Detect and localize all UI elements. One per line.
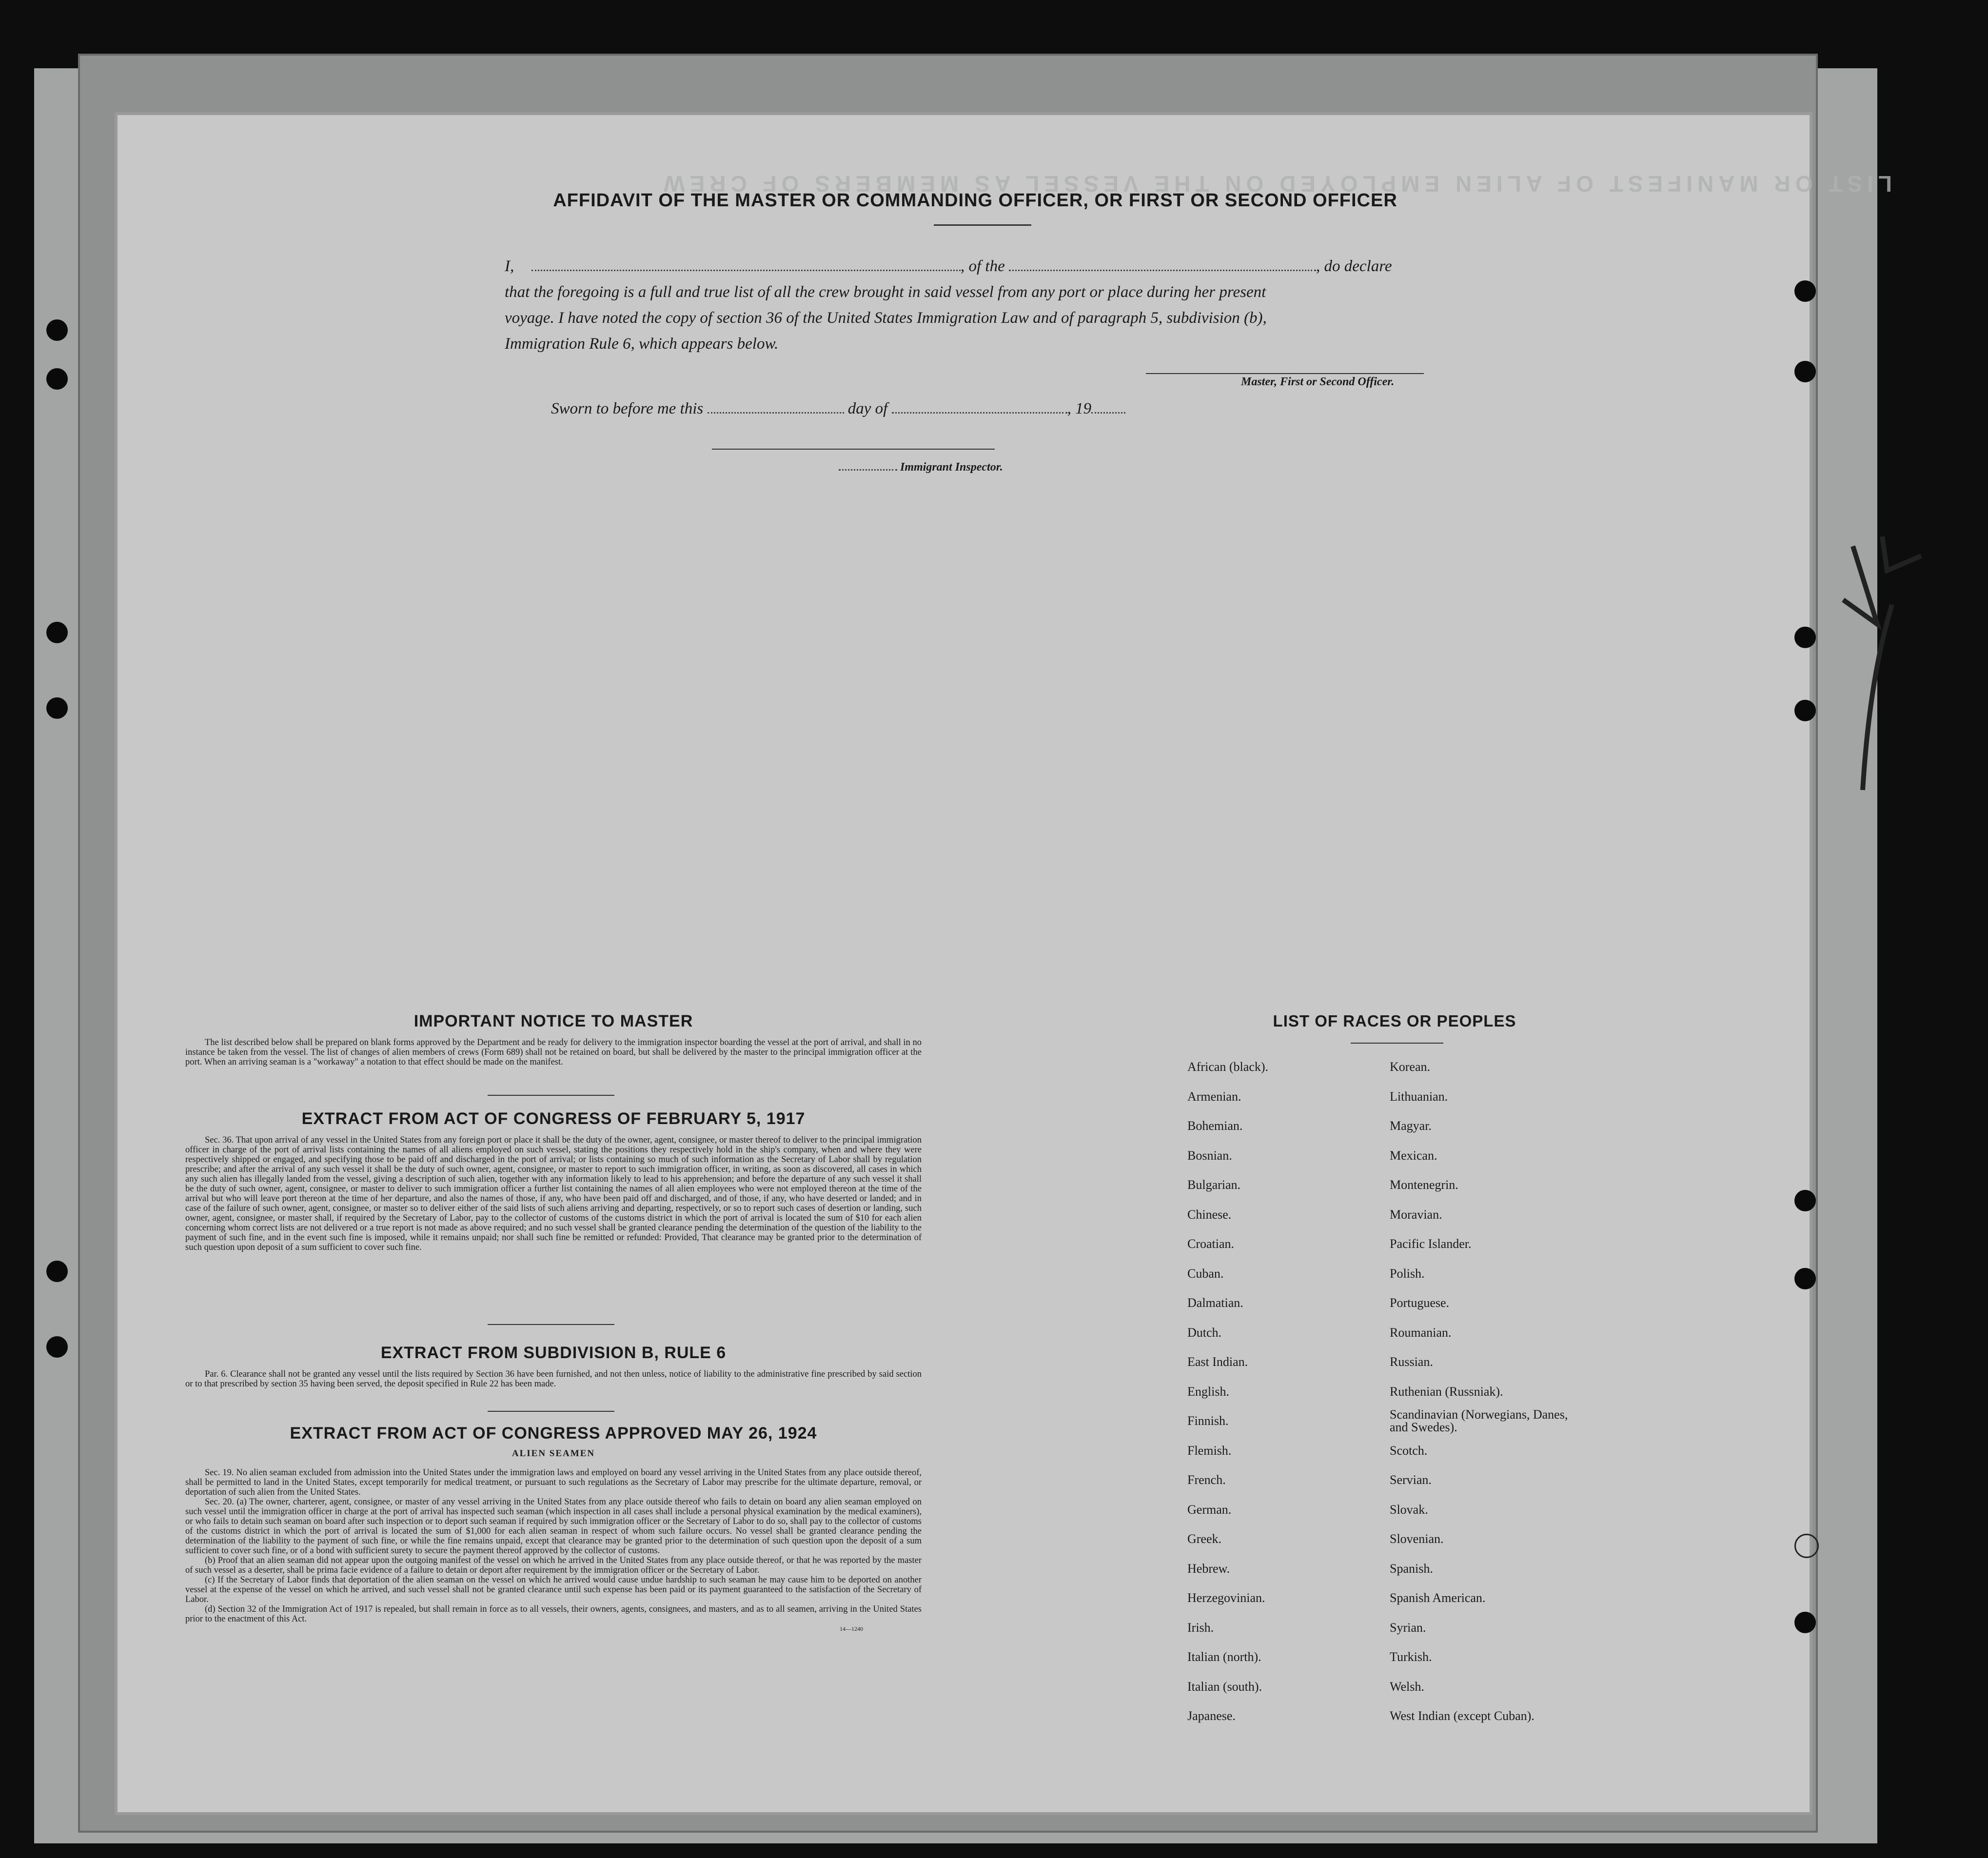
race-item: Scotch. [1390,1443,1428,1458]
name-blank[interactable] [531,269,961,271]
race-item: African (black). [1187,1060,1269,1074]
race-item: Slovenian. [1390,1532,1444,1546]
race-item: Portuguese. [1390,1296,1450,1310]
race-item: Japanese. [1187,1709,1236,1723]
race-item: Roumanian. [1390,1325,1452,1340]
extract-1924-heading: EXTRACT FROM ACT OF CONGRESS APPROVED MAY 26, 1924 [290,1424,817,1443]
extract-1917-heading: EXTRACT FROM ACT OF CONGRESS OF FEBRUARY 5, 1917 [301,1109,806,1128]
affidavit-heading: AFFIDAVIT OF THE MASTER OR COMMANDING OFFICER, OR FIRST OR SECOND OFFICER [553,190,1398,211]
statement-line: voyage. I have noted the copy of section 36 of the United States Immigration Law and of paragraph 5, subdivision (b), [505,309,1267,327]
race-item: Polish. [1390,1266,1425,1281]
race-item: Mexican. [1390,1148,1437,1163]
of-the-label: , of the [961,257,1005,275]
race-item: Italian (south). [1187,1679,1262,1694]
divider [488,1324,614,1325]
race-item: Bulgarian. [1187,1178,1241,1192]
race-item: Syrian. [1390,1620,1426,1635]
races-left-column [1187,1052,1382,1731]
binder-hole [1794,280,1816,302]
race-item: Irish. [1187,1620,1214,1635]
sec-20b-text: (b) Proof that an alien seaman did not appear upon the outgoing manifest of the vessel on which he arrived in the United States from any place outside thereof, or that he was reported by the master of such vessel as a deserter, shall be prima facie evidence of a failure to detain or deport after requirement by the immigration officer or the Secretary of Labor. [185,1556,922,1575]
bleed-through-heading: LIST OR MANIFEST OF ALIEN EMPLOYED ON THE VESSEL AS MEMBERS OF CREW [659,171,1892,197]
inspector-dots [839,469,897,471]
handwritten-mark [1833,527,1931,800]
statement-line: that the foregoing is a full and true list of all the crew brought in said vessel from any port or place during her present [505,283,1266,301]
race-item: Welsh. [1390,1679,1424,1694]
race-item: Slovak. [1390,1502,1428,1517]
races-heading: LIST OF RACES OR PEOPLES [1273,1012,1516,1030]
i-label: I, [505,257,514,275]
race-item: German. [1187,1502,1232,1517]
race-item: Finnish. [1187,1414,1229,1428]
sec-20c-text: (c) If the Secretary of Labor finds that deportation of the alien seaman on the vessel on which he arrived would cause undue hardship to such seaman he may cause him to be deported on another vessel at the expense of the vessel on which he arrived, and such vessel shall not be granted clearance until such expense has been paid or its payment guaranteed to the satisfaction of the Secretary of Labor. [185,1575,922,1604]
binder-hole [46,319,68,341]
sworn-line [551,400,1125,418]
race-item: Italian (north). [1187,1650,1261,1664]
race-item: Croatian. [1187,1237,1235,1251]
binder-hole [1794,700,1816,721]
divider [1351,1043,1443,1044]
race-item: Chinese. [1187,1207,1232,1222]
race-item: Montenegrin. [1390,1178,1458,1192]
race-item: Ruthenian (Russniak). [1390,1384,1503,1399]
divider [488,1095,614,1096]
race-item: Pacific Islander. [1390,1237,1472,1251]
sec-20d-text: (d) Section 32 of the Immigration Act of 1917 is repealed, but shall remain in force as to all vessels, their owners, agents, consignees, and masters, and as to all seamen, arriving in the United States prior to the enactment of this Act. [185,1604,922,1624]
race-item: East Indian. [1187,1355,1248,1369]
binder-hole-empty [1794,1534,1819,1558]
year-label: , 19 [1067,400,1092,417]
do-declare-label: , do declare [1316,257,1392,275]
race-item: Servian. [1390,1473,1432,1487]
race-item: Scandinavian (Norwegians, Danes, and Swedes). [1390,1407,1568,1434]
extract-1917-text: Sec. 36. That upon arrival of any vessel in the United States from any foreign port or place it shall be the duty of the owner, agent, consignee, or master thereof to deliver to the principal immigration officer in charge of the port of arrival lists containing the names of all aliens employed on such vessel, stating the positions they respectively hold in the ship's company, when and where they were respectively shipped or engaged, and specifying those to be paid off and discharged in the port of arrival; or lists containing so much of such information as the Secretary of Labor shall by regulation prescribe; and after the arrival of any such vessel it shall be the duty of such owner, agent, consignee, or master to report to such immigration officer, in writing, as soon as discovered, all cases in which any such alien has illegally landed from the vessel, giving a description of such alien, together with any information likely to lead to his apprehension; and before the departure of any such vessel it shall be the duty of such owner, agent, consignee, or master to deliver to such immigration officer a further list containing the names of all alien employees who were not employed thereon at the time of the arrival but who will leave port thereon at the time of her departure, and also the names of those, if any, who have been paid off and discharged, and of those, if any, who have deserted or landed; and in case of the failure of such owner, agent, consignee, or master so to deliver either of the said lists of such aliens arriving and departing, respectively, or so to report such cases of desertion or landing, such owner, agent, consignee, or master shall, if required by the Secretary of Labor, pay to the collector of customs of the customs district in which the port of arrival is located the sum of $10 for each alien concerning whom correct lists are not delivered or a true report is not made as above required; and no such vessel shall be granted clearance pending the determination of the question of the liability to the payment of such fine, and in the event such fine is imposed, while it remains unpaid; nor shall such fine be remitted or refunded: Provided, That clearance may be granted prior to the determination of such question upon deposit of a sum sufficient to cover such fine. [185,1135,922,1252]
race-item: Dalmatian. [1187,1296,1243,1310]
affidavit-declaration [505,254,1451,357]
alien-seamen-subheading: ALIEN SEAMEN [512,1448,595,1459]
binder-hole [46,622,68,643]
binder-hole [1794,361,1816,382]
race-item: Cuban. [1187,1266,1224,1281]
notice-heading: IMPORTANT NOTICE TO MASTER [413,1012,693,1030]
race-item: Greek. [1187,1532,1222,1546]
sec-20a-text: Sec. 20. (a) The owner, charterer, agent, consignee, or master of any vessel arriving in the United States from any place outside thereof who fails to detain on board any alien seaman employed on such vessel until the immigration officer in charge at the port of arrival has inspected such seaman (which inspection in all cases shall include a personal physical examination by the medical examiners), or who fails to detain such seaman on board after such inspection or to deport such seaman if required by such immigration officer or the Secretary of Labor to do so, shall pay to the collector of customs of the customs district in which the port of arrival is located the sum of $1,000 for each alien seaman in respect of whom such failure occurs. No vessel shall be granted clearance pending the determination of the liability to the payment of such fine, or while the fine remains unpaid, except that clearance may be granted prior to the determination of such question upon the deposit of a sum sufficient to cover such fine, or of a bond with sufficient surety to secure the payment thereof approved by the collector of customs. [185,1497,922,1556]
race-item: French. [1187,1473,1226,1487]
notice-text: The list described below shall be prepared on blank forms approved by the Department and be ready for delivery to the immigration inspector boarding the vessel at the port of arrival, and shall in no instance be taken from the vessel. The list of changes of alien members of crews (Form 689) shall not be retained on board, but shall be delivered by the master to the principal immigration officer at the port. When an arriving seaman is a "workaway" a notation to that effect should be made on the manifest. [185,1038,922,1067]
race-item: Herzegovinian. [1187,1591,1265,1605]
race-item: Flemish. [1187,1443,1232,1458]
binder-hole [46,1336,68,1358]
races-right-column [1390,1052,1624,1731]
binder-hole [46,697,68,719]
declaration-line [505,254,1451,279]
race-item: Magyar. [1390,1119,1432,1133]
binder-hole [1794,1612,1816,1633]
race-item: Moravian. [1390,1207,1442,1222]
statement-line: Immigration Rule 6, which appears below. [505,335,779,353]
inspector-label [839,461,1003,474]
extract-1924-body [185,1468,922,1634]
race-item: Turkish. [1390,1650,1432,1664]
race-item: Korean. [1390,1060,1431,1074]
binder-hole [1794,1268,1816,1289]
race-item: West Indian (except Cuban). [1390,1709,1535,1723]
race-item: Bohemian. [1187,1119,1243,1133]
inspector-signature-line[interactable] [712,449,995,450]
master-signature-line[interactable] [1146,373,1424,374]
sworn-day-blank[interactable] [708,412,844,414]
form-number: 14—1240 [840,1625,863,1632]
year-blank[interactable] [1091,412,1125,414]
binder-hole [46,1261,68,1282]
binder-hole [1794,627,1816,648]
race-item: English. [1187,1384,1229,1399]
race-item: Spanish. [1390,1561,1433,1576]
vessel-blank[interactable] [1009,269,1316,271]
sworn-month-blank[interactable] [892,412,1067,414]
divider [488,1411,614,1412]
sworn-label: Sworn to before me this [551,400,704,417]
binder-hole [1794,1190,1816,1211]
day-of-label: day of [847,400,888,417]
binder-hole [46,368,68,390]
sec-19-text: Sec. 19. No alien seaman excluded from admission into the United States under the immigration laws and employed on board any vessel arriving in the United States from any place outside thereof, shall be permitted to land in the United States, except temporarily for medical treatment, or pursuant to such regulations as the Secretary of Labor may prescribe for the ultimate departure, removal, or deportation of such alien from the United States. [185,1468,922,1497]
race-item: Bosnian. [1187,1148,1232,1163]
race-item: Spanish American. [1390,1591,1486,1605]
extract-rule6-heading: EXTRACT FROM SUBDIVISION B, RULE 6 [380,1344,727,1362]
race-item: Hebrew. [1187,1561,1230,1576]
inspector-label-text: Immigrant Inspector. [900,461,1003,474]
race-item: Lithuanian. [1390,1089,1448,1104]
race-item: Dutch. [1187,1325,1222,1340]
race-item: Armenian. [1187,1089,1241,1104]
divider [934,224,1031,226]
race-item: Russian. [1390,1355,1433,1369]
extract-rule6-text: Par. 6. Clearance shall not be granted any vessel until the lists required by Section 36 have been furnished, and not then unless, notice of liability to the administrative fine prescribed by said section or to that prescribed by section 35 having been served, the deposit specified in Rule 22 has been made. [185,1369,922,1389]
master-signature-label: Master, First or Second Officer. [1241,376,1395,388]
